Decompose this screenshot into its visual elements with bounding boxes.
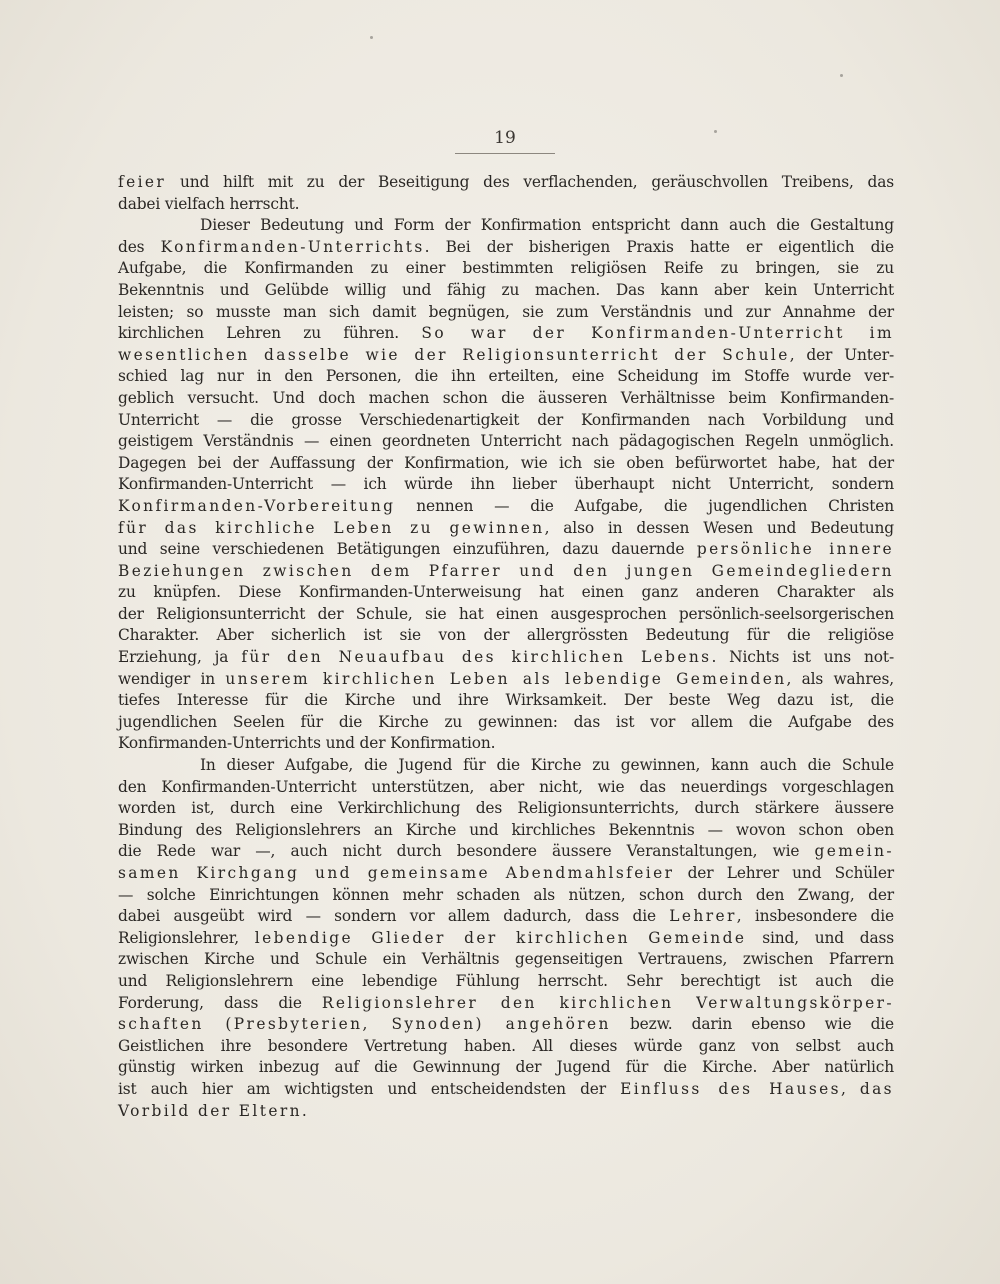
page-number-rule xyxy=(455,153,555,154)
text-run: wendiger in xyxy=(118,669,226,688)
text-run: Konfirmanden-Unterrichts und der Konfirmation. xyxy=(118,734,496,753)
text-line xyxy=(118,949,894,971)
text-run: Unterricht — die grosse Verschiedenartigkeit der Konfirmanden nach Vorbildung und xyxy=(118,410,894,429)
text-line xyxy=(118,993,894,1015)
text-line xyxy=(118,690,894,712)
text-run: bezw. darin ebenso wie die xyxy=(610,1015,895,1034)
text-run: die Rede war —, auch nicht durch besondere äussere Veranstaltungen, wie xyxy=(118,842,815,861)
text-line xyxy=(118,496,894,518)
text-line xyxy=(118,388,894,410)
text-line xyxy=(118,971,894,993)
spaced-emphasis-text: So war der Konfirmanden-Unterricht im xyxy=(421,324,894,343)
spaced-emphasis-text: persönliche innere xyxy=(696,540,894,559)
text-run: , als wahres, xyxy=(786,669,894,688)
text-line xyxy=(118,1057,894,1079)
text-line xyxy=(118,647,894,669)
text-run: . Nichts ist uns not- xyxy=(711,648,894,667)
spaced-emphasis-text: schaften (Presbyterien, Synoden) angehören xyxy=(118,1015,611,1034)
text-line xyxy=(118,410,894,432)
text-line xyxy=(118,453,894,475)
spaced-emphasis-text: Lehrer xyxy=(669,907,737,926)
text-run: worden ist, durch eine Verkirchlichung des Religionsunterrichts, durch stärkere äussere xyxy=(118,799,894,818)
text-run: . Bei der bisherigen Praxis hatte er eigentlich die xyxy=(424,237,895,256)
text-line xyxy=(118,777,894,799)
spaced-emphasis-text: samen Kirchgang und gemeinsame Abendmahlsfeier xyxy=(118,864,675,882)
text-line xyxy=(118,582,894,604)
text-run: , insbesondere die xyxy=(736,907,894,926)
text-run: geistigem Verständnis — einen geordneten Unterricht nach pädagogischen Regeln unmöglich. xyxy=(118,432,894,451)
text-run: der Lehrer und Schüler xyxy=(674,864,894,882)
text-run: — solche Einrichtungen können mehr schaden als nützen, schon durch den Zwang, der xyxy=(118,885,894,904)
text-run: , xyxy=(840,1079,860,1098)
text-line xyxy=(118,733,894,755)
scan-speck xyxy=(840,74,843,77)
text-line xyxy=(118,1014,894,1036)
text-run: zu knüpfen. Diese Konfirmanden-Unterweisung hat einen ganz anderen Charakter als xyxy=(118,583,894,602)
text-run: des xyxy=(118,237,161,256)
text-run: , der Unter- xyxy=(789,345,894,364)
text-run: Bekenntnis und Gelübde willig und fähig zu machen. Das kann aber kein Unterricht xyxy=(118,280,894,299)
spaced-emphasis-text: Religionslehrer den kirchlichen Verwaltungskörper- xyxy=(321,993,895,1012)
text-run: günstig wirken inbezug auf die Gewinnung der Jugend für die Kirche. Aber natürlich xyxy=(118,1058,894,1077)
spaced-emphasis-text: unserem kirchlichen Leben als lebendige Gemeinden xyxy=(225,669,787,688)
paragraph xyxy=(118,172,894,215)
text-run: ist auch hier am wichtigsten und entscheidendsten der xyxy=(118,1079,621,1098)
text-line xyxy=(118,928,894,950)
text-line xyxy=(118,885,894,907)
text-run: Konfirmanden-Unterricht — ich würde ihn lieber überhaupt nicht Unterricht, sondern xyxy=(118,475,894,494)
spaced-emphasis-text: wesentlichen dasselbe wie der Religionsunterricht der Schule xyxy=(118,345,790,364)
text-run: und hilft mit zu der Beseitigung des verflachenden, geräuschvollen Treibens, das xyxy=(166,173,894,191)
text-line xyxy=(118,841,894,863)
text-run: nennen — die Aufgabe, die jugendlichen Christen xyxy=(395,496,894,515)
text-run: Religionslehrer, xyxy=(118,928,255,947)
page-number: 19 xyxy=(494,128,516,148)
text-line xyxy=(118,561,894,583)
text-line xyxy=(118,280,894,302)
text-run: geblich versucht. Und doch machen schon die äusseren Verhältnisse beim Konfirmanden- xyxy=(118,388,894,407)
spaced-emphasis-text: Einfluss des Hauses xyxy=(620,1079,841,1098)
body-text xyxy=(118,172,894,1122)
spaced-emphasis-text: Konfirmanden-Unterrichts xyxy=(160,237,425,256)
text-run: . xyxy=(301,1101,307,1120)
spaced-emphasis-text: Vorbild der Eltern xyxy=(118,1101,302,1120)
text-run: Geistlichen ihre besondere Vertretung haben. All dieses würde ganz von selbst auch xyxy=(118,1036,894,1055)
text-run: und seine verschiedenen Betätigungen einzuführen, dazu dauernde xyxy=(118,540,697,559)
text-run: dabei ausgeübt wird — sondern vor allem dadurch, dass die xyxy=(118,907,670,926)
spaced-emphasis-text: Beziehungen zwischen dem Pfarrer und den jungen Gemeindegliedern xyxy=(118,561,894,580)
text-run: Aufgabe, die Konfirmanden zu einer bestimmten religiösen Reife zu bringen, sie zu xyxy=(118,259,894,278)
text-line xyxy=(118,1036,894,1058)
text-line xyxy=(118,625,894,647)
text-run: Dagegen bei der Auffassung der Konfirmation, wie ich sie oben befürwortet habe, hat der xyxy=(118,453,894,472)
text-run: Charakter. Aber sicherlich ist sie von der allergrössten Bedeutung für die religiöse xyxy=(118,626,894,645)
text-line xyxy=(118,712,894,734)
text-line xyxy=(118,345,894,367)
text-line xyxy=(118,258,894,280)
text-line xyxy=(118,431,894,453)
text-line xyxy=(118,906,894,928)
scan-speck xyxy=(714,130,717,133)
text-line xyxy=(118,1101,894,1123)
text-run: leisten; so musste man sich damit begnügen, sie zum Verständnis und zur Annahme der xyxy=(118,302,894,321)
text-run: Dieser Bedeutung und Form der Konfirmation entspricht dann auch die Gestaltung xyxy=(200,216,894,235)
spaced-emphasis-text: lebendige Glieder der kirchlichen Gemeinde xyxy=(254,928,747,947)
text-line xyxy=(118,518,894,540)
text-run: und Religionslehrern eine lebendige Fühlung herrscht. Sehr berechtigt ist auch die xyxy=(118,971,894,990)
spaced-emphasis-text: für den Neuaufbau des kirchlichen Lebens xyxy=(241,648,712,667)
spaced-emphasis-text: für das kirchliche Leben zu gewinnen xyxy=(118,518,545,537)
paragraph xyxy=(118,755,894,1122)
text-run: tiefes Interesse für die Kirche und ihre Wirksamkeit. Der beste Weg dazu ist, die xyxy=(118,691,894,710)
spaced-emphasis-text: Konfirmanden-Vorbereitung xyxy=(118,496,396,515)
text-line xyxy=(118,820,894,842)
text-line xyxy=(118,863,894,885)
text-run: Bindung des Religionslehrers an Kirche und kirchliches Bekenntnis — wovon schon oben xyxy=(118,820,894,839)
text-line xyxy=(118,798,894,820)
text-run: den Konfirmanden-Unterricht unterstützen, aber nicht, wie das neuerdings vorgeschlagen xyxy=(118,777,894,796)
spaced-emphasis-text: das xyxy=(859,1079,894,1098)
text-line xyxy=(118,539,894,561)
paragraph xyxy=(118,215,894,755)
spaced-emphasis-text: gemein- xyxy=(814,842,894,861)
text-run: kirchlichen Lehren zu führen. xyxy=(118,324,422,343)
text-line xyxy=(118,215,894,237)
text-line xyxy=(118,302,894,324)
text-run: schied lag nur in den Personen, die ihn erteilten, eine Scheidung im Stoffe wurde ver- xyxy=(118,367,894,386)
spaced-emphasis-text: feier xyxy=(118,173,167,191)
text-run: zwischen Kirche und Schule ein Verhältnis gegenseitigen Vertrauens, zwischen Pfarrern xyxy=(118,950,894,969)
text-line xyxy=(118,366,894,388)
text-run: In dieser Aufgabe, die Jugend für die Kirche zu gewinnen, kann auch die Schule xyxy=(200,756,894,775)
text-run: jugendlichen Seelen für die Kirche zu gewinnen: das ist vor allem die Aufgabe des xyxy=(118,712,894,731)
text-run: , also in dessen Wesen und Bedeutung xyxy=(544,518,895,537)
text-line xyxy=(118,604,894,626)
text-line xyxy=(118,237,894,259)
text-line xyxy=(118,194,894,216)
text-line xyxy=(118,755,894,777)
text-run: Forderung, dass die xyxy=(118,993,322,1012)
text-line xyxy=(118,1079,894,1101)
text-run: der Religionsunterricht der Schule, sie hat einen ausgesprochen persönlich-seelsorgerischen xyxy=(118,604,894,623)
text-run: Erziehung, ja xyxy=(118,648,242,667)
text-line xyxy=(118,669,894,691)
text-run: dabei vielfach herrscht. xyxy=(118,194,300,213)
text-line xyxy=(118,474,894,496)
text-run: sind, und dass xyxy=(746,928,895,947)
scan-speck xyxy=(370,36,373,39)
text-line xyxy=(118,323,894,345)
text-line xyxy=(118,172,894,194)
